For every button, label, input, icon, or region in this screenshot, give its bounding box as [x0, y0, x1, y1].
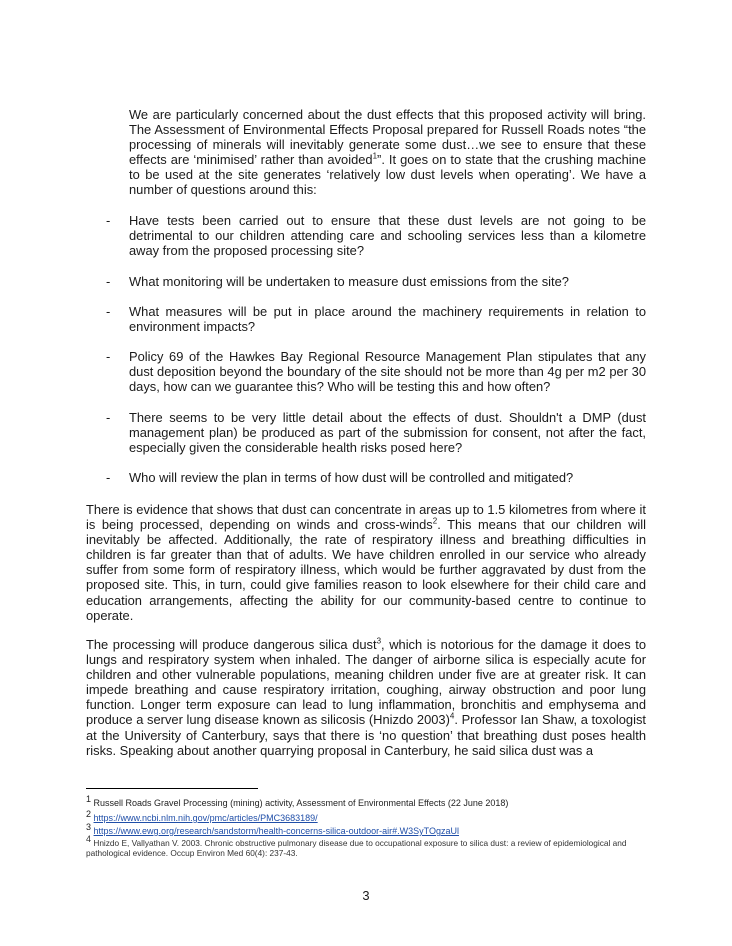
intro-paragraph: We are particularly concerned about the dust effects that this proposed activity will bring. The Assessment of Environmental Effects Proposal prepared for Russell Roads notes “the processing of minerals will inevitably generate some dust…we see to ensure that these effects are ‘minimised’ rather than avoided$^1$”. It goes on to state that the crushing machine to be used at the site generates ‘relatively low dust levels when operating’. We have a number of questions around this: — [129, 107, 646, 198]
bullet-text: Have tests been carried out to ensure that these dust levels are not going to be detrimental to our children attending care and schooling services less than a kilometre away from the proposed processing site? — [129, 213, 646, 259]
bullet-text: There seems to be very little detail about the effects of dust. Shouldn't a DMP (dust management plan) be produced as part of the submission for consent, not after the fact, especially given the considerable health risks posed here? — [129, 410, 646, 456]
footnote-ref-1[interactable]: 1 — [372, 151, 378, 161]
footnote-ref-2[interactable]: 2 — [432, 516, 438, 526]
bullet-dash: - — [106, 470, 111, 485]
footnote-2: $^2$ https://www.ncbi.nlm.nih.gov/pmc/articles/PMC3683189/ — [86, 809, 318, 823]
footnote-ref-4[interactable]: 4 — [449, 712, 455, 722]
footnote-ref-3[interactable]: 3 — [376, 636, 382, 646]
footnote-link[interactable]: https://www.ncbi.nlm.nih.gov/pmc/articles/PMC3683189/ — [93, 813, 318, 823]
dust-evidence-paragraph: There is evidence that shows that dust can concentrate in areas up to 1.5 kilometres from where it is being processed, depending on winds and cross-winds$^2$. This means that our children will inevitably be affected. Additionally, the rate of respiratory illness and breathing difficulties in children is far greater than that of adults. We have children enrolled in our service who already suffer from some form of respiratory illness, which would be further aggravated by dust from the proposed site. This, in turn, could give families reason to look elsewhere for their child care and education arrangements, affecting the ability for our community-based centre to continue to operate. — [86, 502, 646, 623]
footnote-link[interactable]: https://www.ewg.org/research/sandstorm/health-concerns-silica-outdoor-air#.W3SyTOgzaUl — [93, 826, 460, 836]
bullet-dash: - — [106, 304, 111, 319]
bullet-text: What measures will be put in place around the machinery requirements in relation to environment impacts? — [129, 304, 646, 335]
footnote-divider — [86, 788, 258, 789]
bullet-text: What monitoring will be undertaken to measure dust emissions from the site? — [129, 274, 569, 289]
silica-paragraph: The processing will produce dangerous silica dust$^3$, which is notorious for the damage it does to lungs and respiratory system when inhaled. The danger of airborne silica is especially acute for children and other vulnerable populations, meaning children under five are at greater risk. It can impede breathing and cause respiratory irritation, coughing, airway obstruction and poor lung function. Longer term exposure can lead to lung inflammation, bronchitis and emphysema and produce a server lung disease known as silicosis (Hnizdo 2003)$^4$. Professor Ian Shaw, a toxologist at the University of Canterbury, says that there is ‘no question’ that breathing dust poses health risks. Speaking about another quarrying proposal in Canterbury, he said silica dust was a — [86, 636, 646, 758]
footnote-1: $^1$ Russell Roads Gravel Processing (mining) activity, Assessment of Environmental Effects (22 June 2018) — [86, 794, 509, 808]
footnote-3: $^3$ https://www.ewg.org/research/sandstorm/health-concerns-silica-outdoor-air#.W3SyTOgzaUl — [86, 822, 460, 836]
page-number: 3 — [362, 888, 370, 903]
footnote-4: $^4$ Hnizdo E, Vallyathan V. 2003. Chronic obstructive pulmonary disease due to occupational exposure to silica dust: a review of epidemiological and pathological evidence. Occup Environ Med 60(4): 237-43. — [86, 834, 627, 859]
bullet-dash: - — [106, 213, 111, 228]
bullet-dash: - — [106, 349, 111, 364]
bullet-dash: - — [106, 274, 111, 289]
bullet-text: Policy 69 of the Hawkes Bay Regional Resource Management Plan stipulates that any dust deposition beyond the boundary of the site should not be more than 4g per m2 per 30 days, how can we guarantee this? Who will be testing this and how often? — [129, 349, 646, 395]
bullet-dash: - — [106, 410, 111, 425]
bullet-text: Who will review the plan in terms of how dust will be controlled and mitigated? — [129, 470, 574, 485]
